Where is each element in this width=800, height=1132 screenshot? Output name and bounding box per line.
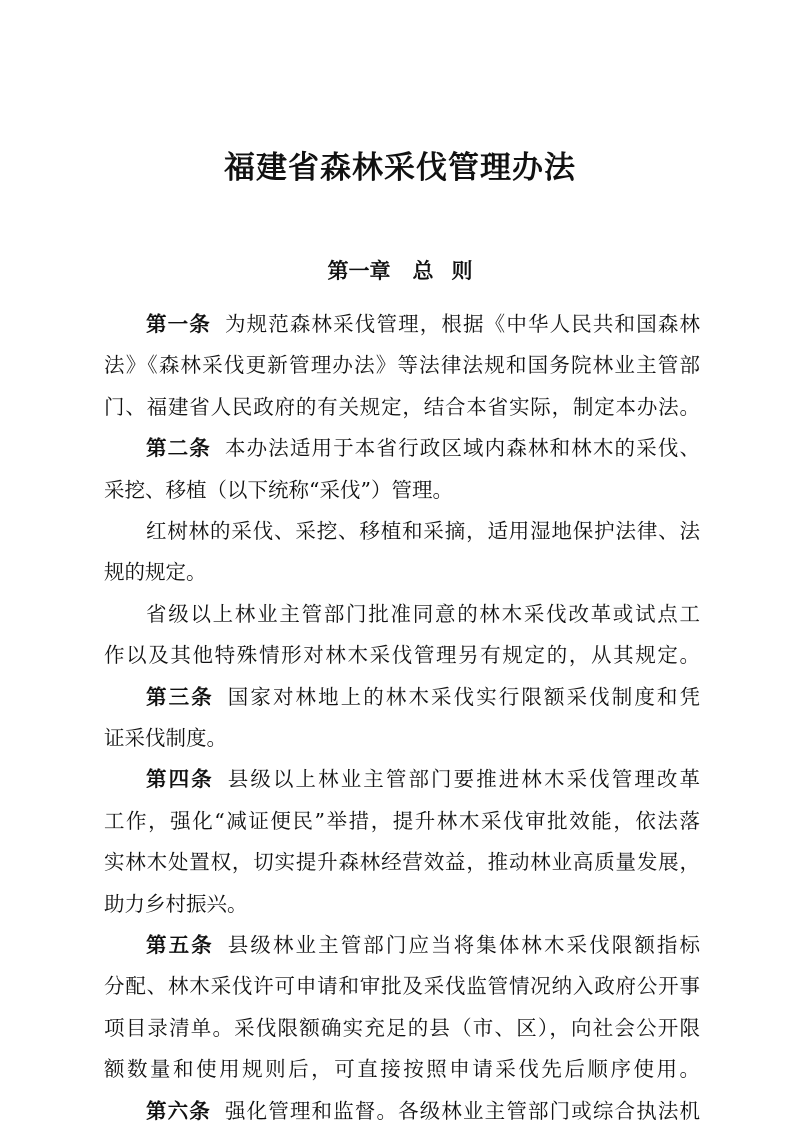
text-line: 作以及其他特殊情形对林木采伐管理另有规定的，从其规定。 [104,643,700,668]
text-line: 红树林的采伐、采挖、移植和采摘，适用湿地保护法律、法 [146,519,700,543]
article-label: 第四条 [146,767,214,792]
text-line: 第四条 县级以上林业主管部门要推进林木采伐管理改革 [146,767,701,792]
text-line: 规的规定。 [104,560,207,585]
text-line: 第二条 本办法适用于本省行政区域内森林和林木的采伐、 [146,436,700,461]
article-label: 第六条 [146,1098,211,1123]
text-line: 工作，强化“减证便民”举措，提升林木采伐审批效能，依法落 [104,808,700,833]
document-title: 福建省森林采伐管理办法 [224,150,576,186]
text-line: 实林木处置权，切实提升森林经营效益，推动林业高质量发展， [104,850,700,875]
article-label: 第二条 [146,436,211,461]
chapter-title-char-1: 总 [412,258,434,283]
article-label: 第三条 [146,684,214,709]
text-line: 额数量和使用规则后，可直接按照申请采伐先后顺序使用。 [104,1057,700,1082]
chapter-heading [0,256,800,286]
text-line: 法》《森林采伐更新管理办法》等法律法规和国务院林业主管部 [104,353,700,378]
text-line: 门、福建省人民政府的有关规定，结合本省实际，制定本办法。 [104,394,700,419]
text-line: 第三条 国家对林地上的林木采伐实行限额采伐制度和凭 [146,684,701,709]
chapter-number: 第一章 [327,258,391,283]
text-line: 采挖、移植（以下统称“采伐”）管理。 [104,477,453,502]
article-label: 第五条 [146,933,214,957]
article-label: 第一条 [146,312,211,336]
text-line: 第六条 强化管理和监督。各级林业主管部门或综合执法机 [146,1098,700,1123]
text-line: 第五条 县级林业主管部门应当将集体林木采伐限额指标 [146,933,701,957]
text-line: 助力乡村振兴。 [104,891,248,916]
text-line: 第一条 为规范森林采伐管理，根据《中华人民共和国森林 [146,312,700,336]
text-line: 项目录清单。采伐限额确实充足的县（市、区），向社会公开限 [104,1015,700,1040]
text-line: 证采伐制度。 [104,726,227,750]
text-line: 分配、林木采伐许可申请和审批及采伐监管情况纳入政府公开事 [104,974,700,999]
chapter-title-char-2: 则 [451,258,473,283]
text-line: 省级以上林业主管部门批准同意的林木采伐改革或试点工 [146,601,700,626]
